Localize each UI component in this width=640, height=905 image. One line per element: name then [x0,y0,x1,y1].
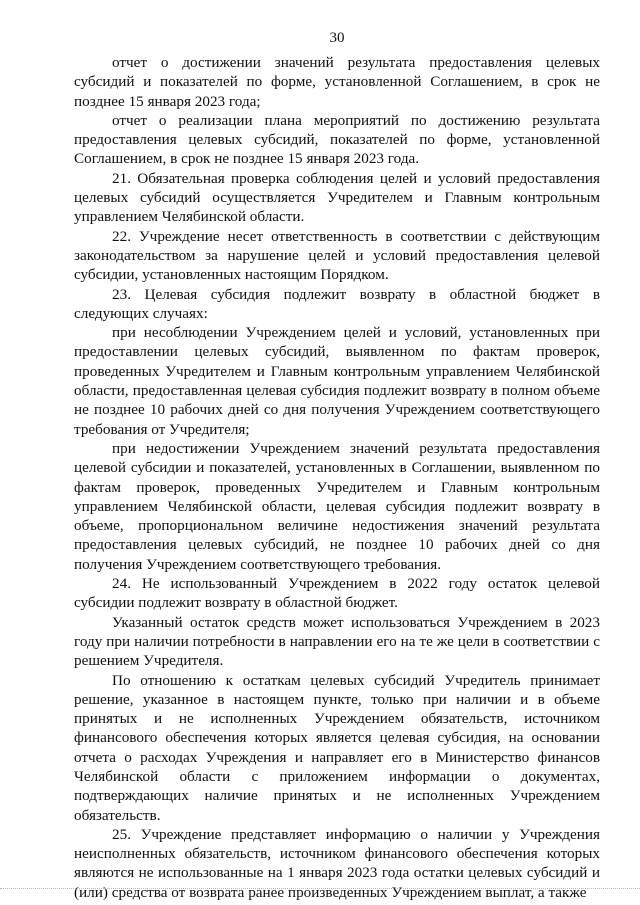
paragraph-22: 22. Учреждение несет ответственность в соответствии с действующим законодательством за нарушение целей и условий предоставления целевой субсидии, установленных настоящим Порядком. [74,227,600,284]
paragraph-report-plan: отчет о реализации плана мероприятий по достижению результата предоставления целевых субсидий, показателей по форме, установленной Соглашением, в срок не позднее 15 января 2023 года. [74,111,600,168]
paragraph-23-case-nonachievement: при недостижении Учреждением значений результата предоставления целевой субсидии и показателей, установленных в Соглашении, выявленном по фактам проверок, проведенных Учредителем и Главным контрольным управлением Челябинской области, целевая субсидия подлежит возврату в объеме, пропорциональном величине недостижения значений результата предоставления целевых субсидий, не позднее 10 рабочих дней со дня получения Учреждением соответствующего требования. [74,439,600,573]
paragraph-23: 23. Целевая субсидия подлежит возврату в областной бюджет в следующих случаях: [74,285,600,322]
paragraph-25: 25. Учреждение представляет информацию о наличии у Учреждения неисполненных обязательств, источником финансового обеспечения которых являются не использованные на 1 января 2023 года остатки целевых субсидий и (или) средства от возврата ранее произведенных Учреждением выплат, а также [74,825,600,901]
paragraph-24-remainder-use: Указанный остаток средств может использоваться Учреждением в 2023 году при наличии потребности в направлении его на те же цели в соответствии с решением Учредителя. [74,613,600,670]
paragraph-report-achievement: отчет о достижении значений результата предоставления целевых субсидий и показателей по форме, установленной Соглашением, в срок не позднее 15 января 2023 года; [74,54,600,110]
paragraph-24: 24. Не использованный Учреждением в 2022 году остаток целевой субсидии подлежит возврату в областной бюджет. [74,575,600,612]
page-bottom-divider [0,888,640,889]
paragraph-23-case-noncompliance: при несоблюдении Учреждением целей и условий, установленных при предоставлении целевых субсидий, выявленном по фактам проверок, проведенных Учредителем и Главным контрольным управлением Челябинской области, предоставленная целевая субсидия подлежит возврату в полном объеме не позднее 10 рабочих дней со дня получения Учреждением соответствующего требования от Учредителя; [74,324,600,438]
page-number: 30 [329,30,345,46]
paragraph-24-founder-decision: По отношению к остаткам целевых субсидий Учредитель принимает решение, указанное в настоящем пункте, только при наличии и в объеме принятых и не исполненных Учреждением обязательств, источником финансового обеспечения которых является целевая субсидия, на основании отчета о расходах Учреждения и направляет его в Министерство финансов Челябинской области с приложением информации о документах, подтверждающих наличие принятых и не исполненных Учреждением обязательств. [74,671,600,824]
paragraph-21: 21. Обязательная проверка соблюдения целей и условий предоставления целевых субсидий осуществляется Учредителем и Главным контрольным управлением Челябинской области. [74,169,600,226]
